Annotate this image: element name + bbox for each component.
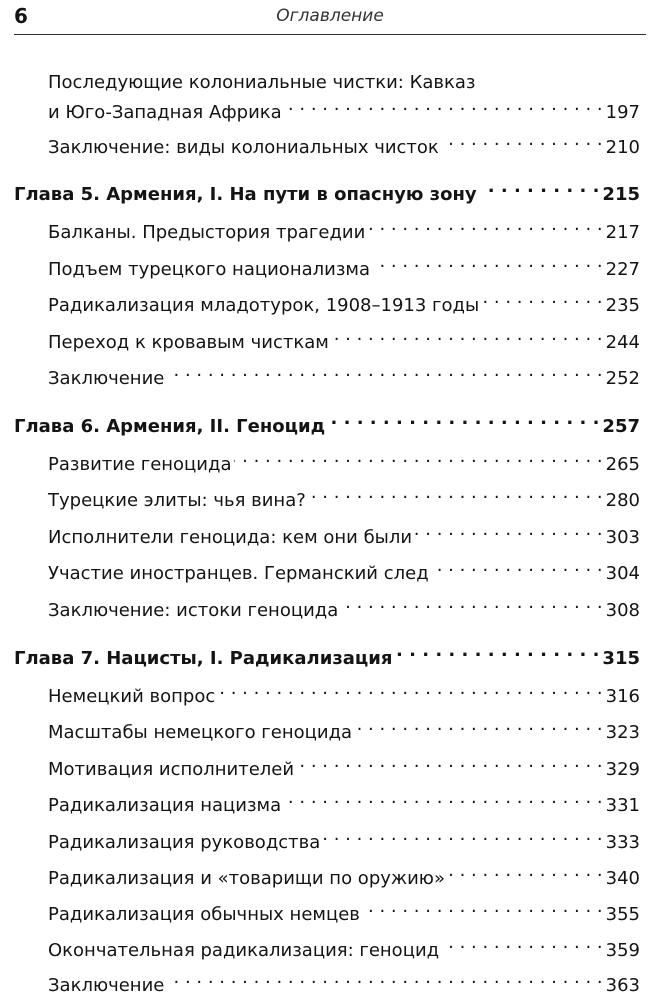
toc-entry xyxy=(48,682,640,710)
toc-entry xyxy=(48,791,640,819)
toc-entry-page: 316 xyxy=(605,686,640,707)
chapter-page: 315 xyxy=(602,648,640,669)
dot-leader xyxy=(234,450,602,470)
toc-entry-title: Заключение xyxy=(48,368,165,389)
toc-entry xyxy=(48,971,640,999)
dot-leader xyxy=(167,971,602,991)
dot-leader xyxy=(328,412,599,432)
toc-entry xyxy=(48,559,640,587)
toc-entry-title: Переход к кровавым чисткам xyxy=(48,332,329,353)
dot-leader xyxy=(442,133,603,153)
toc-entry-title: и Юго-Западная Африка xyxy=(48,102,282,123)
dot-leader xyxy=(355,718,603,738)
toc-entry xyxy=(48,98,640,126)
toc-entry-page: 304 xyxy=(605,563,640,584)
toc-entry-title: Радикализация и «товарищи по оружию» xyxy=(48,868,445,889)
toc-entry-title: Радикализация младотурок, 1908–1913 годы xyxy=(48,295,480,316)
toc-entry xyxy=(48,523,640,551)
toc-entry xyxy=(48,133,640,161)
toc-chapter-6 xyxy=(14,412,640,440)
toc-entry-title: Масштабы немецкого геноцида xyxy=(48,722,353,743)
toc-entry-page: 197 xyxy=(605,102,640,123)
toc-entry-title: Радикализация руководства xyxy=(48,832,321,853)
toc-entry-title: Заключение xyxy=(48,975,165,996)
dot-leader xyxy=(341,596,602,616)
toc-entry-page: 333 xyxy=(605,832,640,853)
running-title: Оглавление xyxy=(276,6,384,26)
toc-entry xyxy=(48,936,640,964)
dot-leader xyxy=(309,486,603,506)
dot-leader xyxy=(218,682,602,702)
toc-entry-page: 265 xyxy=(605,454,640,475)
toc-entry-page: 363 xyxy=(605,975,640,996)
dot-leader xyxy=(285,98,603,118)
toc-entry xyxy=(48,218,640,246)
toc-entry-title: Окончательная радикализация: геноцид xyxy=(48,940,440,961)
toc-entry-title: Балканы. Предыстория трагедии xyxy=(48,222,366,243)
toc-entry xyxy=(48,450,640,478)
toc-entry xyxy=(48,291,640,319)
chapter-title: Глава 6. Армения, II. Геноцид xyxy=(14,416,326,437)
header-rule xyxy=(14,34,646,35)
toc-entry-page: 217 xyxy=(605,222,640,243)
toc-entry-title: Радикализация обычных немцев xyxy=(48,904,360,925)
toc-entry xyxy=(48,596,640,624)
toc-entry xyxy=(48,755,640,783)
toc-entry-page: 340 xyxy=(605,868,640,889)
toc-entry-page: 244 xyxy=(605,332,640,353)
toc-entry-page: 359 xyxy=(605,940,640,961)
toc-entry-page: 252 xyxy=(605,368,640,389)
toc-entry xyxy=(48,364,640,392)
toc-entry-page: 323 xyxy=(605,722,640,743)
toc-entry-page: 210 xyxy=(605,137,640,158)
toc-entry xyxy=(48,255,640,283)
toc-entry xyxy=(48,718,640,746)
toc-entry-title: Радикализация нацизма xyxy=(48,795,282,816)
dot-leader xyxy=(332,328,603,348)
toc-entry-page: 355 xyxy=(605,904,640,925)
page-header xyxy=(14,3,646,35)
toc-chapter-7 xyxy=(14,644,640,672)
toc-entry-page: 280 xyxy=(605,490,640,511)
dot-leader xyxy=(373,255,603,275)
toc-entry-title: Заключение: виды колониальных чисток xyxy=(48,137,439,158)
chapter-title: Глава 5. Армения, I. На пути в опасную зону xyxy=(14,184,477,205)
page-number: 6 xyxy=(14,4,28,28)
toc-entry-title: Турецкие элиты: чья вина? xyxy=(48,490,306,511)
toc-entry-title: Участие иностранцев. Германский след xyxy=(48,563,429,584)
toc-entry xyxy=(48,486,640,514)
toc-chapter-5 xyxy=(14,180,640,208)
dot-leader xyxy=(442,936,603,956)
toc-entry-first-line: Последующие колониальные чистки: Кавказ xyxy=(48,72,476,93)
dot-leader xyxy=(297,755,603,775)
toc-entry xyxy=(48,900,640,928)
toc-entry-page: 227 xyxy=(605,259,640,280)
chapter-page: 257 xyxy=(602,416,640,437)
dot-leader xyxy=(363,900,603,920)
dot-leader xyxy=(432,559,603,579)
dot-leader xyxy=(323,828,602,848)
dot-leader xyxy=(368,218,602,238)
toc-entry-page: 303 xyxy=(605,527,640,548)
toc-entry-page: 308 xyxy=(605,600,640,621)
toc-entry xyxy=(48,328,640,356)
toc-entry-title: Подъем турецкого национализма xyxy=(48,259,370,280)
toc-entry-title: Мотивация исполнителей xyxy=(48,759,295,780)
chapter-title: Глава 7. Нацисты, I. Радикализация xyxy=(14,648,393,669)
chapter-page: 215 xyxy=(602,184,640,205)
dot-leader xyxy=(395,644,599,664)
toc-entry-title: Развитие геноцида xyxy=(48,454,232,475)
toc-entry-page: 329 xyxy=(605,759,640,780)
dot-leader xyxy=(167,364,602,384)
toc-entry-page: 235 xyxy=(605,295,640,316)
toc-entry-title: Исполнители геноцида: кем они были xyxy=(48,527,413,548)
dot-leader xyxy=(480,180,600,200)
toc-entry xyxy=(48,864,640,892)
dot-leader xyxy=(482,291,602,311)
toc-entry-title: Немецкий вопрос xyxy=(48,686,216,707)
toc-entry xyxy=(48,828,640,856)
toc-entry-page: 331 xyxy=(605,795,640,816)
toc-entry-title: Заключение: истоки геноцида xyxy=(48,600,339,621)
dot-leader xyxy=(284,791,602,811)
dot-leader xyxy=(448,864,603,884)
dot-leader xyxy=(415,523,603,543)
